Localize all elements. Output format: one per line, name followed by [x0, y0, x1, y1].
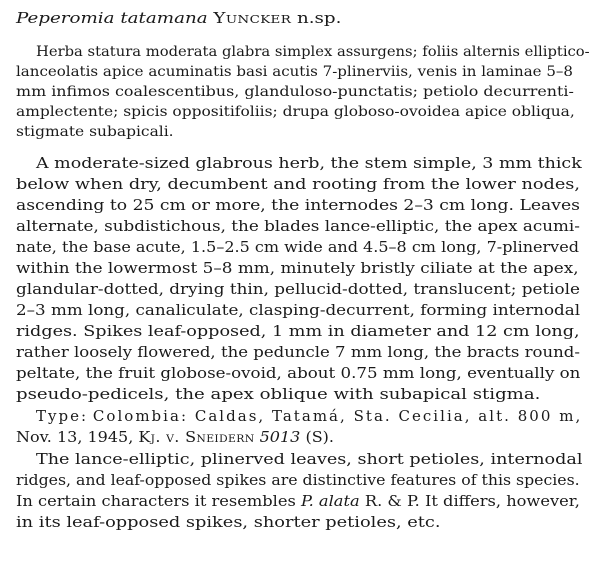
- discussion-text: R. & P. It differs, however,: [359, 493, 580, 510]
- species-title: [16, 9, 341, 27]
- description-line: peltate, the fruit globose-ovoid, about 0.75 mm long, eventually on: [16, 365, 581, 382]
- discussion-line: in its leaf-opposed spikes, shorter petioles, etc.: [16, 514, 441, 531]
- latin-line: stigmate subapicali.: [16, 124, 174, 140]
- description-line: below when dry, decumbent and rooting from the lower nodes,: [16, 176, 580, 193]
- species-name: Peperomia tatamana: [16, 9, 208, 27]
- type-date: Nov. 13, 1945,: [16, 429, 139, 446]
- discussion-text: In certain characters it resembles: [16, 493, 301, 510]
- description-line: A moderate-sized glabrous herb, the stem simple, 3 mm thick: [36, 155, 582, 172]
- discussion-line: The lance-elliptic, plinerved leaves, short petioles, internodal: [36, 451, 583, 468]
- description-line: glandular-dotted, drying thin, pellucid-dotted, translucent; petiole: [16, 281, 580, 298]
- type-collector: Kj. v. Sneidern: [138, 429, 255, 446]
- description-line: rather loosely flowered, the peduncle 7 mm long, the bracts round-: [16, 344, 580, 361]
- type-herbarium: (S).: [300, 429, 334, 446]
- discussion-line: ridges, and leaf-opposed spikes are distinctive features of this species.: [16, 472, 580, 489]
- description-line: ridges. Spikes leaf-opposed, 1 mm in diameter and 12 cm long,: [16, 323, 580, 340]
- description-line: nate, the base acute, 1.5–2.5 cm wide and 4.5–8 cm long, 7-plinerved: [16, 239, 579, 256]
- latin-line: lanceolatis apice acuminatis basi acutis 7-plinerviis, venis in laminae 5–8: [16, 64, 573, 80]
- compared-species: P. alata: [300, 493, 360, 510]
- type-number: 5013: [259, 429, 301, 446]
- type-line: [36, 408, 582, 425]
- latin-line: mm infimos coalescentibus, glanduloso-punctatis; petiolo decurrenti-: [16, 84, 574, 100]
- species-author: Yuncker: [213, 9, 292, 27]
- description-line: 2–3 mm long, canaliculate, clasping-decurrent, forming internodal: [16, 302, 581, 319]
- species-status: n.sp.: [296, 9, 342, 27]
- discussion-line: [16, 493, 580, 510]
- latin-line: Herba statura moderata glabra simplex assurgens; foliis alternis elliptico-: [36, 44, 590, 60]
- description-line: ascending to 25 cm or more, the internodes 2–3 cm long. Leaves: [16, 197, 580, 214]
- latin-line: amplectente; spicis oppositifoliis; drupa globoso-ovoidea apice obliqua,: [16, 104, 575, 120]
- description-line: alternate, subdistichous, the blades lance-elliptic, the apex acumi-: [16, 218, 580, 235]
- description-line: pseudo-pedicels, the apex oblique with subapical stigma.: [16, 386, 541, 403]
- type-line: [16, 429, 334, 446]
- type-label: Type:: [36, 408, 89, 425]
- description-line: within the lowermost 5–8 mm, minutely bristly ciliate at the apex,: [16, 260, 579, 277]
- type-locality: Colombia: Caldas, Tatamá, Sta. Cecilia, alt. 800 m,: [92, 408, 583, 425]
